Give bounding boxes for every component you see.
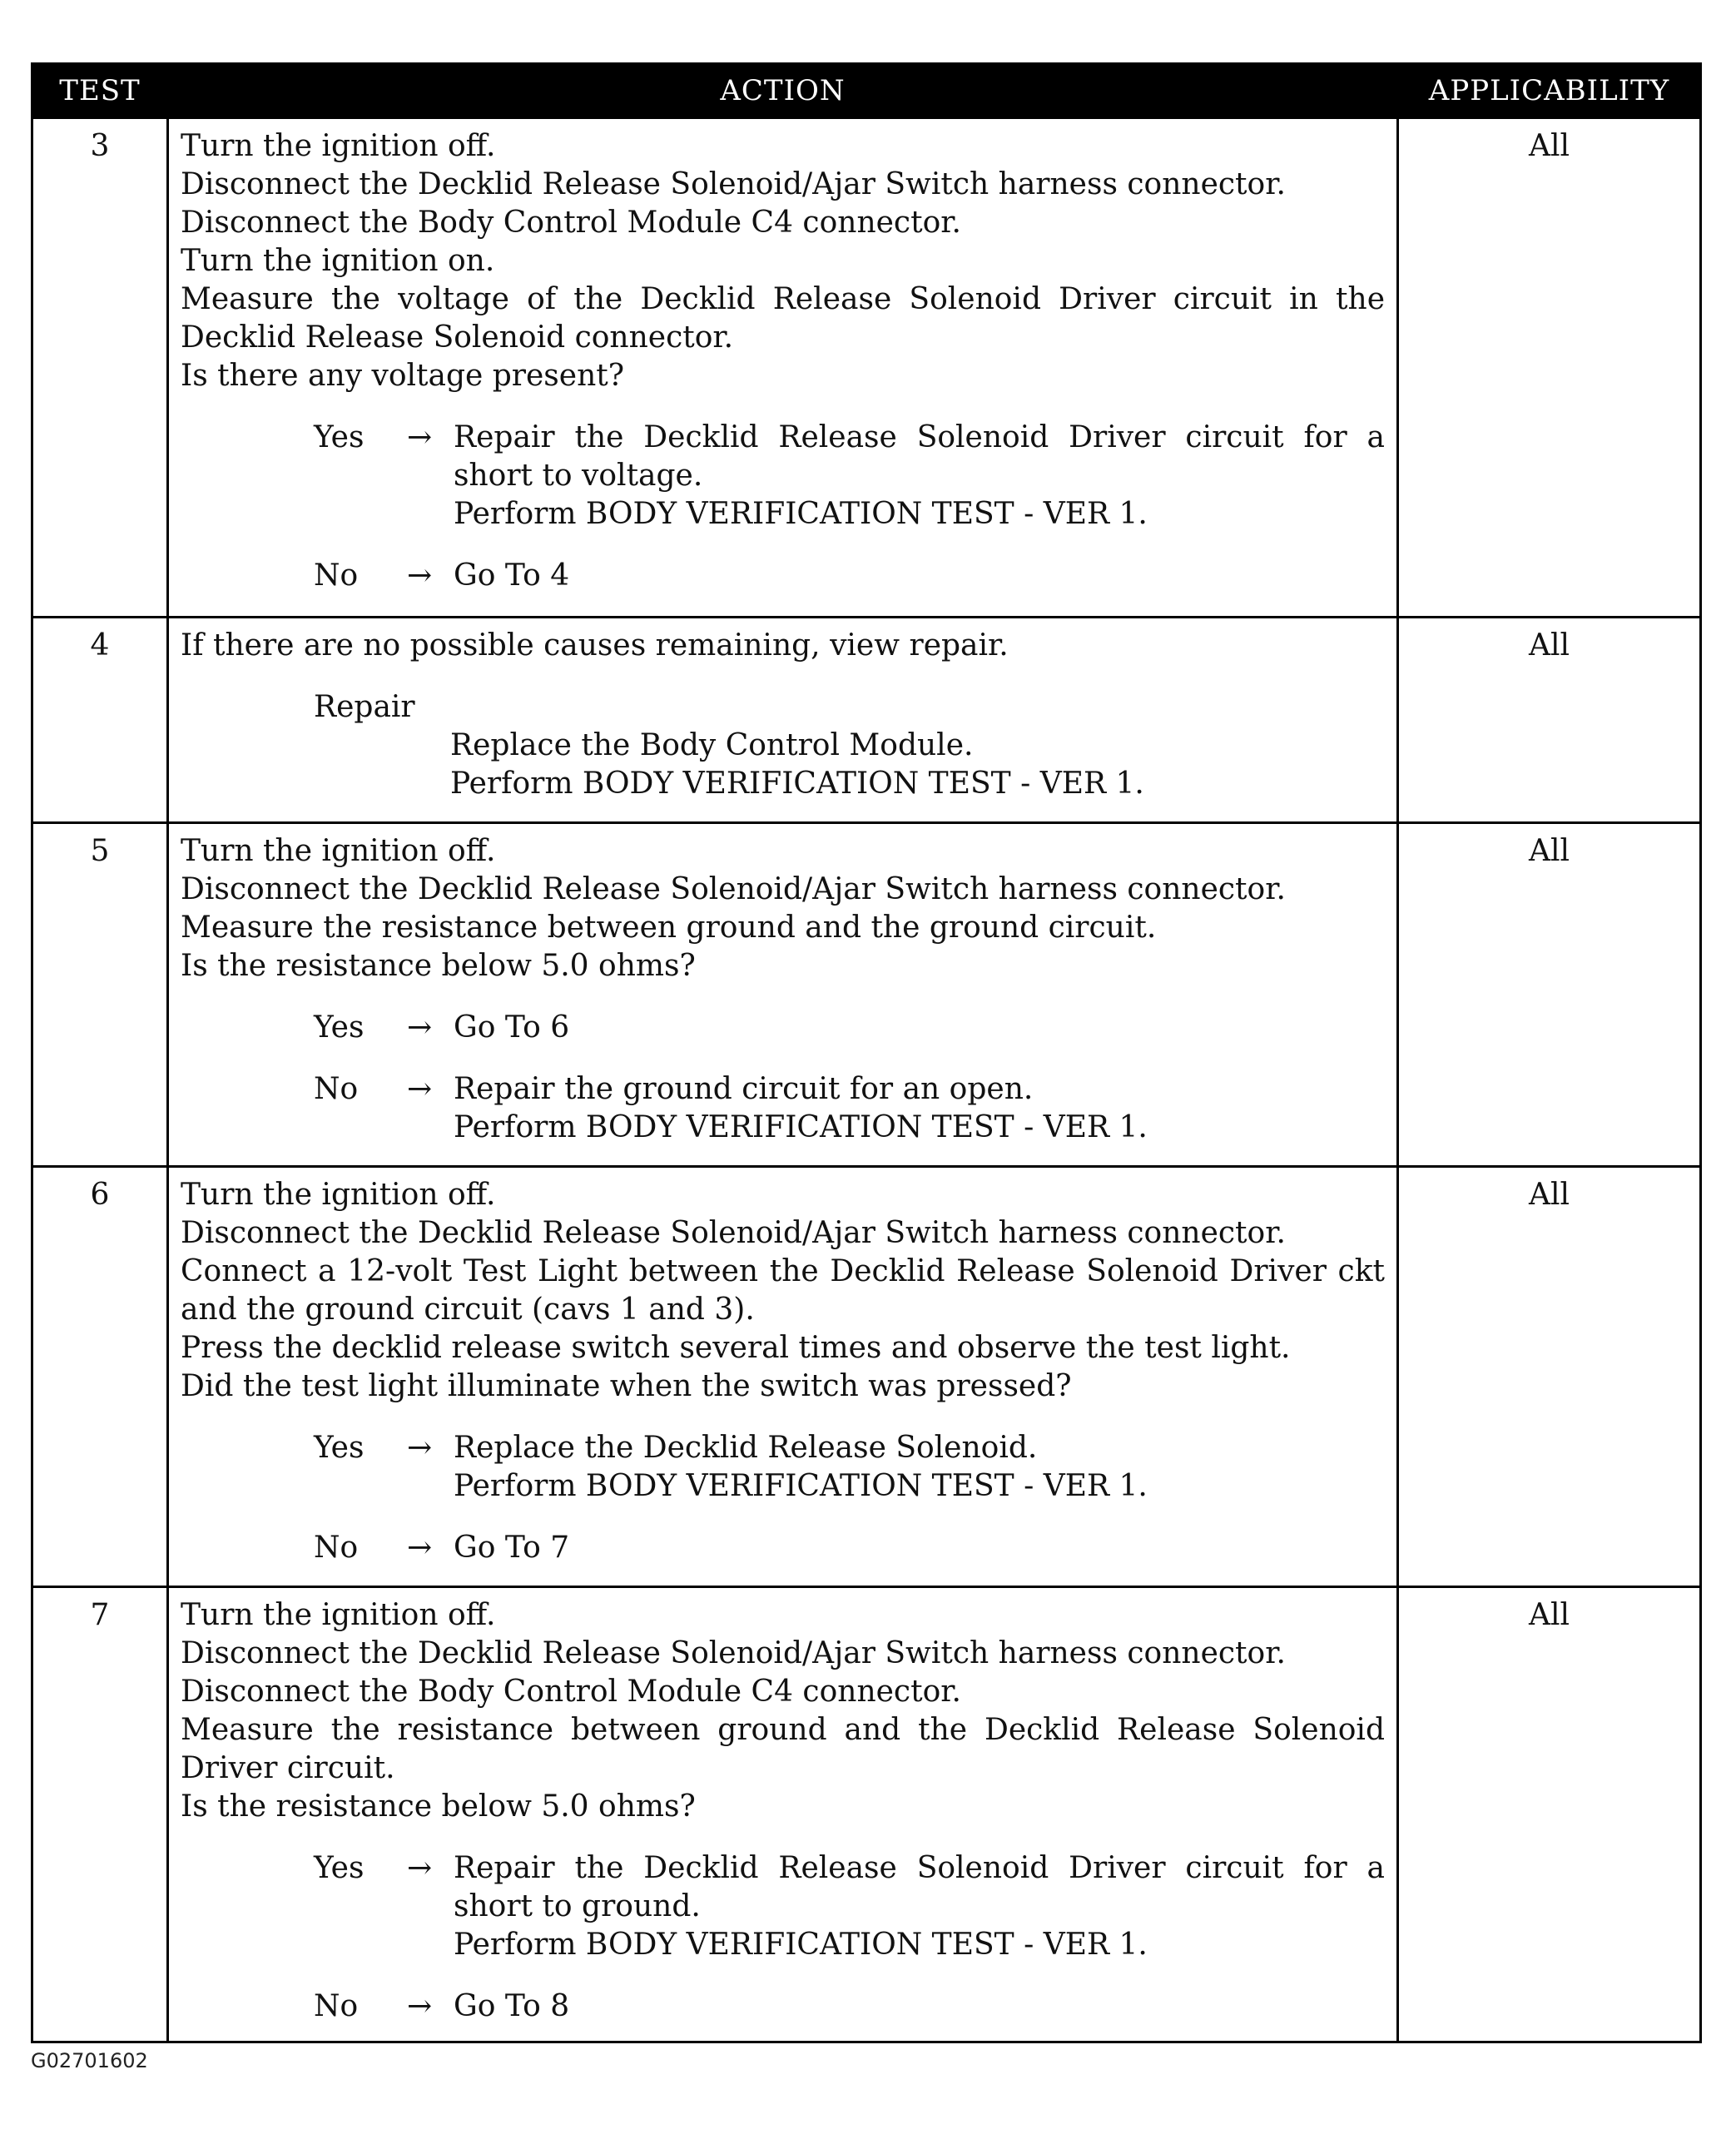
action-step: Measure the voltage of the Decklid Release Solenoid Driver circuit in the Decklid Release Solenoid connector. bbox=[181, 282, 1385, 355]
action-cell bbox=[168, 1587, 1398, 2042]
outcome-result-line: Perform BODY VERIFICATION TEST - VER 1. bbox=[454, 1928, 1148, 1962]
figure-code: G02701602 bbox=[31, 2049, 148, 2072]
action-step: Measure the resistance between ground and the ground circuit. bbox=[181, 911, 1157, 945]
repair-label: Repair bbox=[314, 690, 415, 724]
applicability-value: All bbox=[1398, 1587, 1701, 2042]
outcome-result bbox=[454, 419, 1385, 534]
outcome-result bbox=[454, 1849, 1385, 1964]
arrow-right-icon: → bbox=[407, 1851, 433, 1885]
outcome-label: No bbox=[314, 1989, 359, 2023]
test-number: 3 bbox=[32, 118, 168, 618]
action-step: Press the decklid release switch several times and observe the test light. bbox=[181, 1331, 1291, 1365]
outcome-branch bbox=[181, 1529, 1385, 1567]
action-cell bbox=[168, 823, 1398, 1167]
action-step: Disconnect the Decklid Release Solenoid/Ajar Switch harness connector. bbox=[181, 872, 1286, 906]
outcome-result-line: Go To 6 bbox=[454, 1010, 570, 1045]
outcome-result-line: Perform BODY VERIFICATION TEST - VER 1. bbox=[454, 1469, 1148, 1503]
arrow-right-icon: → bbox=[407, 420, 433, 454]
test-number: 4 bbox=[32, 618, 168, 823]
outcome-result-line: Repair the Decklid Release Solenoid Driver circuit for a short to ground. bbox=[454, 1851, 1385, 1923]
action-step: If there are no possible causes remaining, view repair. bbox=[181, 628, 1009, 663]
outcome-result-line: Go To 8 bbox=[454, 1989, 570, 2023]
outcome-branch bbox=[181, 1988, 1385, 2026]
table-row bbox=[32, 118, 1701, 618]
action-step: Turn the ignition on. bbox=[181, 244, 495, 278]
outcome-label: No bbox=[314, 1072, 359, 1106]
table-row bbox=[32, 1167, 1701, 1587]
action-step: Turn the ignition off. bbox=[181, 129, 496, 163]
action-cell bbox=[168, 1167, 1398, 1587]
outcome-result bbox=[454, 1429, 1385, 1506]
arrow-right-icon: → bbox=[407, 1010, 433, 1045]
repair-lines bbox=[450, 727, 1385, 803]
applicability-value: All bbox=[1398, 1167, 1701, 1587]
header-test: TEST bbox=[32, 64, 168, 118]
outcome-result-line: Replace the Decklid Release Solenoid. bbox=[454, 1431, 1038, 1465]
action-step: Disconnect the Decklid Release Solenoid/Ajar Switch harness connector. bbox=[181, 1216, 1286, 1250]
outcome-label: No bbox=[314, 1531, 359, 1565]
header-applicability: APPLICABILITY bbox=[1398, 64, 1701, 118]
arrow-right-icon: → bbox=[407, 1531, 433, 1565]
action-steps bbox=[181, 832, 1385, 985]
applicability-value: All bbox=[1398, 823, 1701, 1167]
outcome-result bbox=[454, 1009, 1385, 1047]
repair-line: Perform BODY VERIFICATION TEST - VER 1. bbox=[450, 767, 1144, 801]
applicability-value: All bbox=[1398, 118, 1701, 618]
diagnostic-test-table bbox=[31, 62, 1702, 2043]
header-action: ACTION bbox=[168, 64, 1398, 118]
action-step: Is the resistance below 5.0 ohms? bbox=[181, 949, 696, 983]
action-step: Is the resistance below 5.0 ohms? bbox=[181, 1789, 696, 1824]
outcome-branch bbox=[181, 1070, 1385, 1147]
outcome-result-line: Repair the ground circuit for an open. bbox=[454, 1072, 1034, 1106]
action-step: Turn the ignition off. bbox=[181, 1598, 496, 1632]
action-step: Is there any voltage present? bbox=[181, 359, 625, 393]
action-step: Connect a 12-volt Test Light between the Decklid Release Solenoid Driver ckt and the ground circuit (cavs 1 and 3). bbox=[181, 1254, 1385, 1327]
arrow-right-icon: → bbox=[407, 1989, 433, 2023]
table-header-row bbox=[32, 64, 1701, 118]
action-step: Disconnect the Body Control Module C4 connector. bbox=[181, 1675, 961, 1709]
action-steps bbox=[181, 1596, 1385, 1826]
action-cell bbox=[168, 118, 1398, 618]
outcome-result bbox=[454, 1070, 1385, 1147]
arrow-right-icon: → bbox=[407, 1072, 433, 1106]
action-steps bbox=[181, 627, 1385, 665]
action-step: Disconnect the Decklid Release Solenoid/Ajar Switch harness connector. bbox=[181, 1636, 1286, 1670]
table-body bbox=[32, 118, 1701, 2042]
action-step: Disconnect the Decklid Release Solenoid/Ajar Switch harness connector. bbox=[181, 167, 1286, 201]
outcome-branch bbox=[181, 1009, 1385, 1047]
action-step: Turn the ignition off. bbox=[181, 834, 496, 868]
outcome-label: Yes bbox=[314, 1851, 365, 1885]
action-cell bbox=[168, 618, 1398, 823]
action-step: Measure the resistance between ground and the Decklid Release Solenoid Driver circuit. bbox=[181, 1713, 1385, 1785]
arrow-right-icon: → bbox=[407, 558, 433, 593]
outcome-result bbox=[454, 1988, 1385, 2026]
action-steps bbox=[181, 1176, 1385, 1406]
outcome-result-line: Perform BODY VERIFICATION TEST - VER 1. bbox=[454, 1110, 1148, 1144]
action-step: Disconnect the Body Control Module C4 connector. bbox=[181, 206, 961, 240]
outcome-result bbox=[454, 1529, 1385, 1567]
outcome-branch bbox=[181, 1849, 1385, 1964]
outcome-result-line: Go To 4 bbox=[454, 558, 570, 593]
repair-line: Replace the Body Control Module. bbox=[450, 728, 974, 762]
arrow-right-icon: → bbox=[407, 1431, 433, 1465]
test-number: 6 bbox=[32, 1167, 168, 1587]
applicability-value: All bbox=[1398, 618, 1701, 823]
action-steps bbox=[181, 127, 1385, 395]
table-row bbox=[32, 618, 1701, 823]
outcome-result-line: Perform BODY VERIFICATION TEST - VER 1. bbox=[454, 497, 1148, 531]
outcome-result-line: Go To 7 bbox=[454, 1531, 570, 1565]
table-row bbox=[32, 1587, 1701, 2042]
outcome-result bbox=[454, 557, 1385, 595]
action-step: Turn the ignition off. bbox=[181, 1178, 496, 1212]
test-number: 7 bbox=[32, 1587, 168, 2042]
outcome-branch bbox=[181, 557, 1385, 595]
outcome-branch bbox=[181, 419, 1385, 534]
outcome-label: No bbox=[314, 558, 359, 593]
outcome-label: Yes bbox=[314, 420, 365, 454]
test-number: 5 bbox=[32, 823, 168, 1167]
outcome-label: Yes bbox=[314, 1010, 365, 1045]
outcome-result-line: Repair the Decklid Release Solenoid Driver circuit for a short to voltage. bbox=[454, 420, 1385, 493]
repair-block bbox=[181, 688, 1385, 803]
outcome-label: Yes bbox=[314, 1431, 365, 1465]
outcome-branch bbox=[181, 1429, 1385, 1506]
action-step: Did the test light illuminate when the switch was pressed? bbox=[181, 1369, 1072, 1403]
table-row bbox=[32, 823, 1701, 1167]
